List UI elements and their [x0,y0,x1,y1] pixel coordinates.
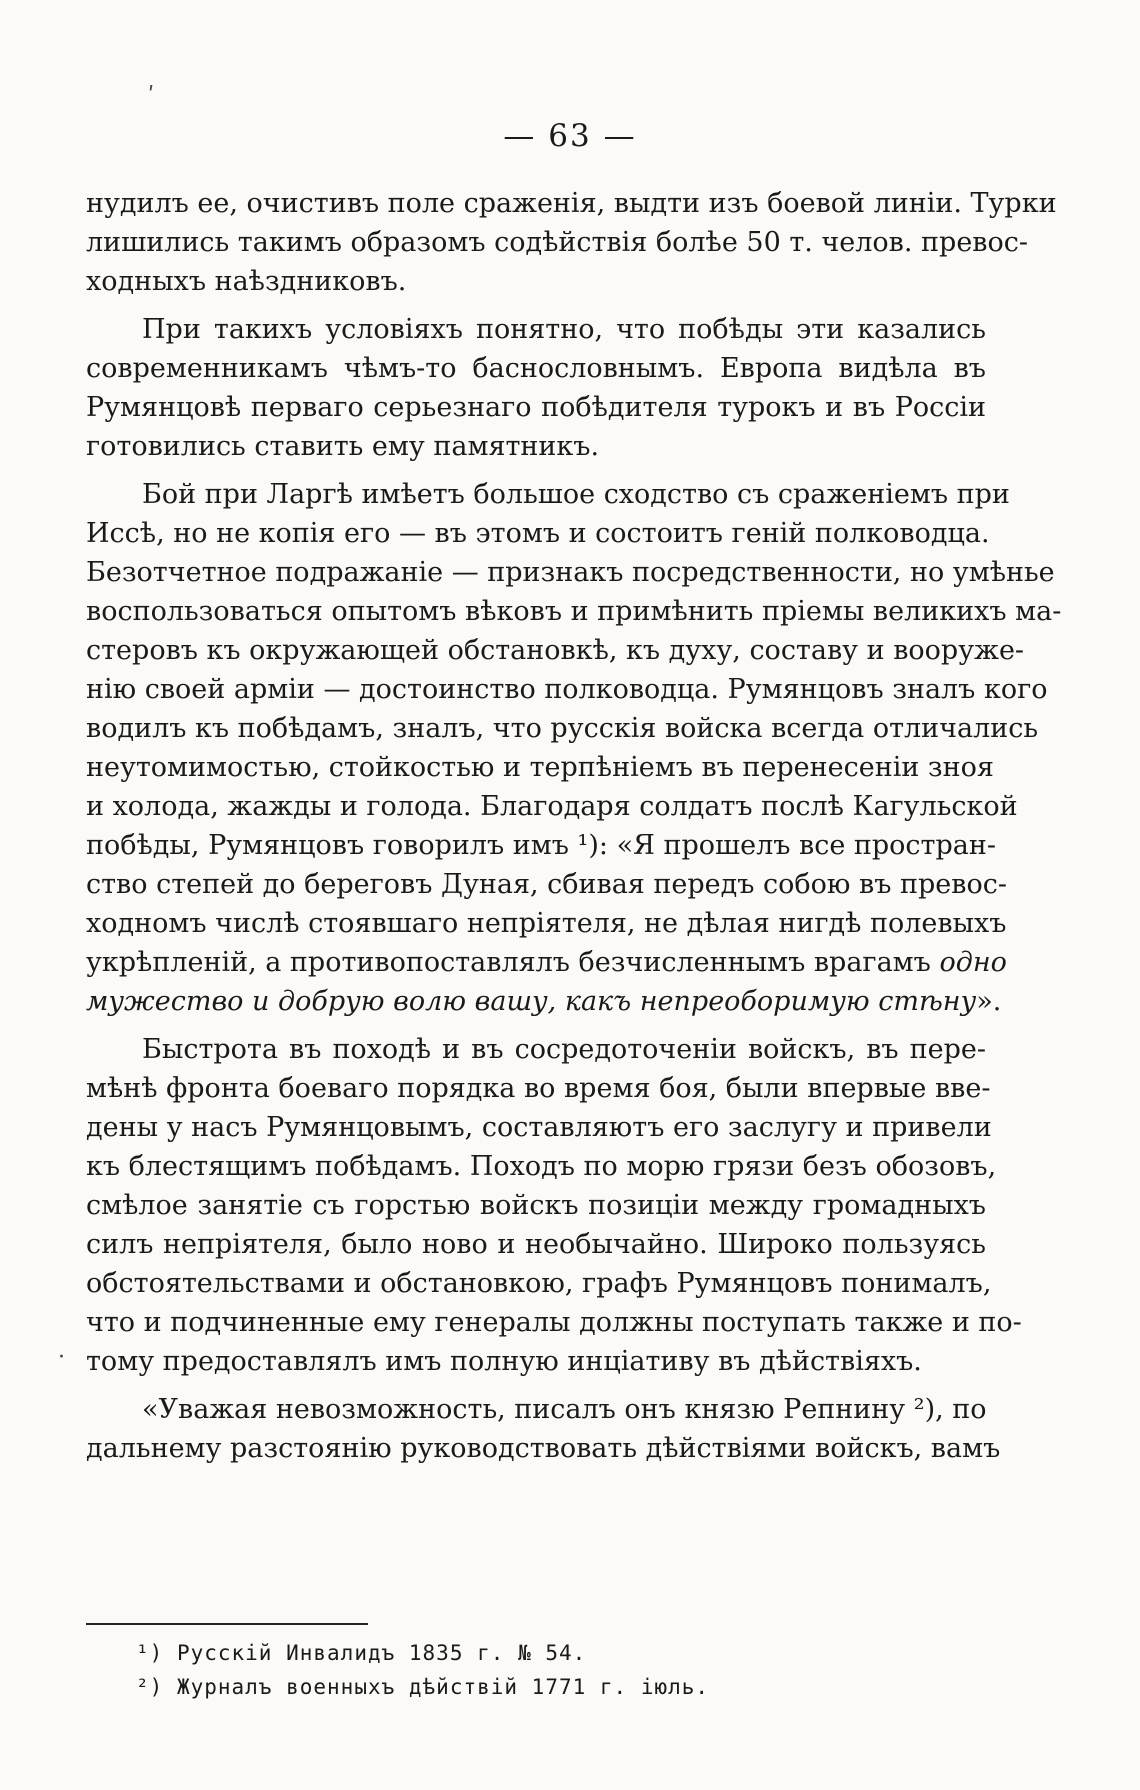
text-line: мѣнѣ фронта боеваго порядка во время боя, были впервые вве- [86,1073,991,1104]
text-line: Иссѣ, но не копія его — въ этомъ и состоитъ геній полководца. [86,518,990,549]
text-line: Румянцовѣ перваго серьезнаго побѣдителя турокъ и въ Россіи [86,392,986,423]
text-line: силъ непріятеля, было ново и необычайно. Широко пользуясь [86,1229,986,1260]
paragraph-5 [86,1390,1001,1468]
paragraph-4 [86,1030,1022,1381]
body-text [86,184,1062,1468]
text-line: лишились такимъ образомъ содѣйствія болѣе 50 т. челов. превос- [86,227,1028,258]
italic-segment: одно [939,947,1007,978]
text-segment: укрѣпленій, а противопоставлялъ безчисленнымъ врагамъ [86,947,940,978]
text-line: современникамъ чѣмъ-то баснословнымъ. Европа видѣла въ [86,353,986,384]
text-line-mixed [86,982,1002,1021]
text-line: Быстрота въ походѣ и въ сосредоточеніи войскъ, въ пере- [142,1034,986,1065]
text-line: побѣды, Румянцовъ говорилъ имъ ¹): «Я прошелъ все простран- [86,830,996,861]
text-line: къ блестящимъ побѣдамъ. Походъ по морю грязи безъ обозовъ, [86,1151,997,1182]
text-line: готовились ставить ему памятникъ. [86,431,600,462]
paragraph-3 [86,475,1062,1021]
text-line: «Уважая невозможность, писалъ онъ князю Репнину ²), по [142,1394,987,1425]
text-line: нудилъ ее, очистивъ поле сраженія, выдти изъ боевой линіи. Турки [86,188,1057,219]
text-line: При такихъ условіяхъ понятно, что побѣды эти казались [142,314,986,345]
text-line: и холода, жажды и голода. Благодаря солдатъ послѣ Кагульской [86,791,1018,822]
text-line: ство степей до береговъ Дуная, сбивая передъ собою въ превос- [86,869,1007,900]
italic-segment: мужество и добрую волю вашу, какъ непреоборимую стѣну [86,986,977,1017]
footnote-divider [86,1623,368,1625]
footnote-1 [136,1636,956,1670]
footnotes [136,1636,956,1704]
footnote-marker: ¹) [136,1641,164,1665]
paragraph-2 [86,310,986,466]
text-line: Безотчетное подражаніе — признакъ посредственности, но умѣнье [86,557,1055,588]
text-line: неутомимостью, стойкостью и терпѣніемъ въ перенесеніи зноя [86,752,994,783]
text-line-mixed [86,943,1007,982]
footnote-marker: ²) [136,1675,164,1699]
text-line: смѣлое занятіе съ горстью войскъ позиціи между громадныхъ [86,1190,986,1221]
text-line: ходномъ числѣ стоявшаго непріятеля, не дѣлая нигдѣ полевыхъ [86,908,1007,939]
text-line: Бой при Ларгѣ имѣетъ большое сходство съ сраженіемъ при [142,479,1010,510]
text-line: воспользоваться опытомъ вѣковъ и примѣнить пріемы великихъ ма- [86,596,1062,627]
text-line: что и подчиненные ему генералы должны поступать также и по- [86,1307,1022,1338]
footnote-2 [136,1670,956,1704]
text-line: ходныхъ наѣздниковъ. [86,266,407,297]
text-line: стеровъ къ окружающей обстановкѣ, къ духу, составу и вооруже- [86,635,1025,666]
closing-quote: ». [976,986,1002,1017]
footnote-text: Журналъ военныхъ дѣйствій 1771 г. іюль. [176,1675,710,1699]
margin-ink-mark: · [58,1345,65,1370]
stray-ink-mark: ʹ [148,84,155,109]
text-line: нію своей арміи — достоинство полководца. Румянцовъ зналъ кого [86,674,1048,705]
footnote-text: Русскій Инвалидъ 1835 г. № 54. [176,1641,587,1665]
paragraph-1 [86,184,1057,301]
page-number: — 63 — [503,118,637,154]
text-line: обстоятельствами и обстановкою, графъ Румянцовъ понималъ, [86,1268,992,1299]
text-line: водилъ къ побѣдамъ, зналъ, что русскія войска всегда отличались [86,713,1039,744]
text-line: дены у насъ Румянцовымъ, составляютъ его заслугу и привели [86,1112,992,1143]
text-line: дальнему разстоянію руководствовать дѣйствіями войскъ, вамъ [86,1433,1001,1464]
text-line: тому предоставлялъ имъ полную инціативу въ дѣйствіяхъ. [86,1346,922,1377]
